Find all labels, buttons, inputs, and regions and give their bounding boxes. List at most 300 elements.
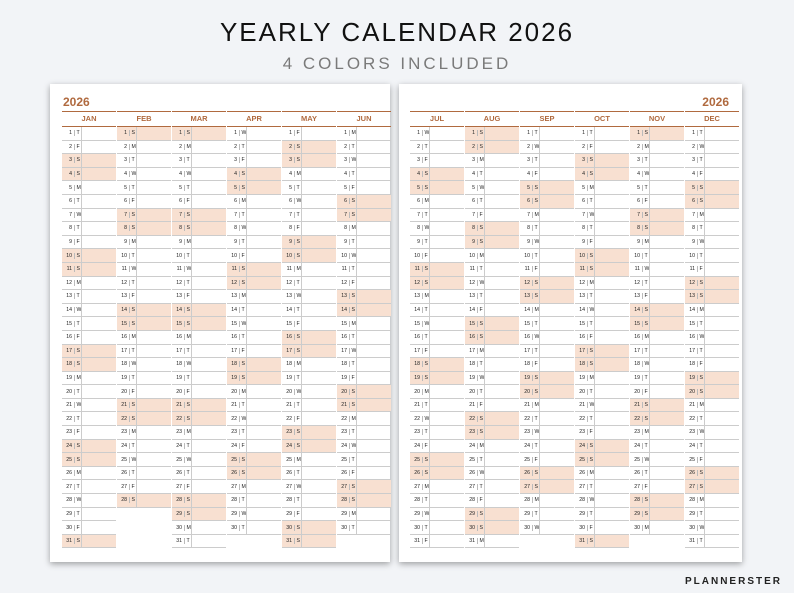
day-cell[interactable]: [117, 494, 171, 508]
note-area[interactable]: [356, 141, 391, 154]
day-cell[interactable]: [520, 480, 574, 494]
day-cell[interactable]: [465, 141, 519, 155]
note-area[interactable]: [484, 304, 519, 317]
day-cell[interactable]: [685, 141, 739, 155]
day-cell[interactable]: [227, 440, 281, 454]
note-area[interactable]: [246, 440, 281, 453]
day-cell[interactable]: [465, 277, 519, 291]
day-cell[interactable]: [520, 222, 574, 236]
note-area[interactable]: [484, 209, 519, 222]
note-area[interactable]: [356, 372, 391, 385]
day-cell[interactable]: [282, 141, 336, 155]
note-area[interactable]: [301, 508, 336, 521]
note-area[interactable]: [429, 331, 464, 344]
day-cell[interactable]: [227, 154, 281, 168]
note-area[interactable]: [704, 236, 739, 249]
day-cell[interactable]: [62, 467, 116, 481]
note-area[interactable]: [301, 440, 336, 453]
day-cell[interactable]: [172, 154, 226, 168]
note-area[interactable]: [704, 168, 739, 181]
day-cell[interactable]: [630, 494, 684, 508]
note-area[interactable]: [81, 508, 116, 521]
note-area[interactable]: [136, 480, 171, 493]
day-cell[interactable]: [337, 263, 391, 277]
day-cell[interactable]: [227, 236, 281, 250]
day-cell[interactable]: [282, 345, 336, 359]
day-cell[interactable]: [62, 399, 116, 413]
note-area[interactable]: [649, 453, 684, 466]
note-area[interactable]: [136, 412, 171, 425]
note-area[interactable]: [484, 154, 519, 167]
day-cell[interactable]: [630, 453, 684, 467]
note-area[interactable]: [356, 236, 391, 249]
note-area[interactable]: [429, 290, 464, 303]
day-cell[interactable]: [337, 412, 391, 426]
day-cell[interactable]: [410, 277, 464, 291]
day-cell[interactable]: [117, 236, 171, 250]
day-cell[interactable]: [117, 480, 171, 494]
day-cell[interactable]: [227, 249, 281, 263]
day-cell[interactable]: [117, 331, 171, 345]
day-cell[interactable]: [62, 290, 116, 304]
note-area[interactable]: [81, 277, 116, 290]
day-cell[interactable]: [465, 440, 519, 454]
note-area[interactable]: [594, 385, 629, 398]
day-cell[interactable]: [410, 222, 464, 236]
note-area[interactable]: [704, 127, 739, 140]
note-area[interactable]: [246, 168, 281, 181]
note-area[interactable]: [356, 290, 391, 303]
day-cell[interactable]: [62, 141, 116, 155]
note-area[interactable]: [246, 209, 281, 222]
day-cell[interactable]: [337, 480, 391, 494]
day-cell[interactable]: [520, 508, 574, 522]
day-cell[interactable]: [410, 290, 464, 304]
note-area[interactable]: [649, 209, 684, 222]
day-cell[interactable]: [575, 508, 629, 522]
note-area[interactable]: [301, 236, 336, 249]
note-area[interactable]: [356, 222, 391, 235]
note-area[interactable]: [539, 372, 574, 385]
day-cell[interactable]: [172, 467, 226, 481]
note-area[interactable]: [484, 426, 519, 439]
note-area[interactable]: [301, 317, 336, 330]
note-area[interactable]: [704, 277, 739, 290]
note-area[interactable]: [136, 440, 171, 453]
day-cell[interactable]: [282, 521, 336, 535]
day-cell[interactable]: [520, 249, 574, 263]
note-area[interactable]: [246, 399, 281, 412]
day-cell[interactable]: [172, 141, 226, 155]
note-area[interactable]: [81, 426, 116, 439]
note-area[interactable]: [356, 209, 391, 222]
note-area[interactable]: [356, 440, 391, 453]
day-cell[interactable]: [410, 372, 464, 386]
note-area[interactable]: [191, 494, 226, 507]
note-area[interactable]: [484, 358, 519, 371]
day-cell[interactable]: [410, 412, 464, 426]
note-area[interactable]: [484, 181, 519, 194]
note-area[interactable]: [704, 304, 739, 317]
day-cell[interactable]: [410, 521, 464, 535]
note-area[interactable]: [539, 290, 574, 303]
day-cell[interactable]: [117, 209, 171, 223]
day-cell[interactable]: [62, 331, 116, 345]
day-cell[interactable]: [337, 440, 391, 454]
note-area[interactable]: [539, 249, 574, 262]
note-area[interactable]: [484, 399, 519, 412]
day-cell[interactable]: [227, 385, 281, 399]
day-cell[interactable]: [630, 358, 684, 372]
day-cell[interactable]: [575, 521, 629, 535]
day-cell[interactable]: [520, 263, 574, 277]
day-cell[interactable]: [685, 181, 739, 195]
note-area[interactable]: [301, 195, 336, 208]
note-area[interactable]: [649, 181, 684, 194]
day-cell[interactable]: [685, 535, 739, 549]
day-cell[interactable]: [575, 399, 629, 413]
day-cell[interactable]: [62, 317, 116, 331]
day-cell[interactable]: [172, 535, 226, 549]
note-area[interactable]: [191, 154, 226, 167]
note-area[interactable]: [246, 494, 281, 507]
note-area[interactable]: [301, 372, 336, 385]
note-area[interactable]: [246, 331, 281, 344]
note-area[interactable]: [704, 453, 739, 466]
day-cell[interactable]: [410, 494, 464, 508]
note-area[interactable]: [191, 263, 226, 276]
note-area[interactable]: [704, 290, 739, 303]
day-cell[interactable]: [282, 494, 336, 508]
note-area[interactable]: [136, 195, 171, 208]
day-cell[interactable]: [337, 426, 391, 440]
day-cell[interactable]: [282, 480, 336, 494]
day-cell[interactable]: [337, 372, 391, 386]
day-cell[interactable]: [282, 372, 336, 386]
day-cell[interactable]: [172, 249, 226, 263]
note-area[interactable]: [81, 480, 116, 493]
note-area[interactable]: [594, 249, 629, 262]
note-area[interactable]: [81, 304, 116, 317]
day-cell[interactable]: [337, 127, 391, 141]
day-cell[interactable]: [410, 249, 464, 263]
day-cell[interactable]: [227, 494, 281, 508]
day-cell[interactable]: [62, 154, 116, 168]
day-cell[interactable]: [227, 453, 281, 467]
note-area[interactable]: [301, 141, 336, 154]
note-area[interactable]: [429, 426, 464, 439]
day-cell[interactable]: [282, 385, 336, 399]
day-cell[interactable]: [685, 304, 739, 318]
note-area[interactable]: [649, 480, 684, 493]
day-cell[interactable]: [337, 385, 391, 399]
day-cell[interactable]: [282, 277, 336, 291]
day-cell[interactable]: [117, 181, 171, 195]
note-area[interactable]: [191, 304, 226, 317]
day-cell[interactable]: [410, 168, 464, 182]
note-area[interactable]: [594, 317, 629, 330]
day-cell[interactable]: [630, 168, 684, 182]
note-area[interactable]: [81, 222, 116, 235]
day-cell[interactable]: [62, 494, 116, 508]
day-cell[interactable]: [410, 480, 464, 494]
note-area[interactable]: [594, 508, 629, 521]
note-area[interactable]: [429, 222, 464, 235]
day-cell[interactable]: [685, 195, 739, 209]
note-area[interactable]: [704, 222, 739, 235]
day-cell[interactable]: [465, 195, 519, 209]
note-area[interactable]: [81, 209, 116, 222]
day-cell[interactable]: [630, 277, 684, 291]
day-cell[interactable]: [117, 168, 171, 182]
note-area[interactable]: [484, 345, 519, 358]
day-cell[interactable]: [410, 331, 464, 345]
note-area[interactable]: [81, 453, 116, 466]
day-cell[interactable]: [520, 426, 574, 440]
day-cell[interactable]: [227, 317, 281, 331]
day-cell[interactable]: [465, 480, 519, 494]
day-cell[interactable]: [520, 168, 574, 182]
day-cell[interactable]: [410, 195, 464, 209]
day-cell[interactable]: [117, 304, 171, 318]
note-area[interactable]: [539, 494, 574, 507]
note-area[interactable]: [136, 141, 171, 154]
note-area[interactable]: [649, 467, 684, 480]
note-area[interactable]: [429, 399, 464, 412]
day-cell[interactable]: [520, 345, 574, 359]
note-area[interactable]: [429, 209, 464, 222]
day-cell[interactable]: [685, 263, 739, 277]
note-area[interactable]: [594, 236, 629, 249]
note-area[interactable]: [356, 399, 391, 412]
note-area[interactable]: [594, 372, 629, 385]
day-cell[interactable]: [630, 249, 684, 263]
note-area[interactable]: [484, 141, 519, 154]
note-area[interactable]: [81, 141, 116, 154]
note-area[interactable]: [356, 508, 391, 521]
day-cell[interactable]: [282, 317, 336, 331]
day-cell[interactable]: [520, 467, 574, 481]
day-cell[interactable]: [62, 412, 116, 426]
day-cell[interactable]: [172, 453, 226, 467]
note-area[interactable]: [301, 494, 336, 507]
note-area[interactable]: [539, 181, 574, 194]
note-area[interactable]: [136, 290, 171, 303]
day-cell[interactable]: [630, 304, 684, 318]
day-cell[interactable]: [172, 317, 226, 331]
day-cell[interactable]: [62, 358, 116, 372]
day-cell[interactable]: [62, 385, 116, 399]
note-area[interactable]: [649, 263, 684, 276]
note-area[interactable]: [484, 331, 519, 344]
day-cell[interactable]: [630, 127, 684, 141]
day-cell[interactable]: [62, 440, 116, 454]
day-cell[interactable]: [282, 304, 336, 318]
note-area[interactable]: [429, 345, 464, 358]
day-cell[interactable]: [575, 535, 629, 549]
note-area[interactable]: [429, 181, 464, 194]
day-cell[interactable]: [227, 358, 281, 372]
note-area[interactable]: [484, 521, 519, 534]
note-area[interactable]: [429, 385, 464, 398]
day-cell[interactable]: [227, 345, 281, 359]
note-area[interactable]: [191, 480, 226, 493]
day-cell[interactable]: [520, 277, 574, 291]
note-area[interactable]: [356, 304, 391, 317]
day-cell[interactable]: [117, 399, 171, 413]
note-area[interactable]: [594, 304, 629, 317]
note-area[interactable]: [429, 535, 464, 548]
day-cell[interactable]: [520, 331, 574, 345]
note-area[interactable]: [539, 154, 574, 167]
day-cell[interactable]: [685, 168, 739, 182]
note-area[interactable]: [539, 358, 574, 371]
note-area[interactable]: [484, 290, 519, 303]
day-cell[interactable]: [172, 412, 226, 426]
note-area[interactable]: [539, 345, 574, 358]
day-cell[interactable]: [465, 412, 519, 426]
note-area[interactable]: [539, 317, 574, 330]
day-cell[interactable]: [62, 168, 116, 182]
note-area[interactable]: [81, 372, 116, 385]
day-cell[interactable]: [117, 317, 171, 331]
day-cell[interactable]: [227, 480, 281, 494]
note-area[interactable]: [81, 535, 116, 548]
note-area[interactable]: [191, 521, 226, 534]
note-area[interactable]: [484, 467, 519, 480]
note-area[interactable]: [594, 277, 629, 290]
note-area[interactable]: [191, 345, 226, 358]
day-cell[interactable]: [337, 181, 391, 195]
day-cell[interactable]: [117, 277, 171, 291]
note-area[interactable]: [594, 331, 629, 344]
day-cell[interactable]: [465, 426, 519, 440]
day-cell[interactable]: [337, 209, 391, 223]
day-cell[interactable]: [172, 236, 226, 250]
day-cell[interactable]: [172, 372, 226, 386]
note-area[interactable]: [191, 249, 226, 262]
note-area[interactable]: [356, 345, 391, 358]
note-area[interactable]: [704, 195, 739, 208]
note-area[interactable]: [484, 372, 519, 385]
day-cell[interactable]: [685, 249, 739, 263]
day-cell[interactable]: [685, 494, 739, 508]
note-area[interactable]: [704, 181, 739, 194]
note-area[interactable]: [429, 127, 464, 140]
day-cell[interactable]: [685, 467, 739, 481]
day-cell[interactable]: [117, 141, 171, 155]
day-cell[interactable]: [337, 467, 391, 481]
day-cell[interactable]: [465, 317, 519, 331]
note-area[interactable]: [136, 168, 171, 181]
note-area[interactable]: [649, 222, 684, 235]
day-cell[interactable]: [630, 141, 684, 155]
day-cell[interactable]: [172, 127, 226, 141]
day-cell[interactable]: [282, 290, 336, 304]
note-area[interactable]: [539, 127, 574, 140]
day-cell[interactable]: [282, 412, 336, 426]
day-cell[interactable]: [117, 263, 171, 277]
day-cell[interactable]: [282, 426, 336, 440]
note-area[interactable]: [191, 440, 226, 453]
note-area[interactable]: [136, 331, 171, 344]
day-cell[interactable]: [685, 209, 739, 223]
note-area[interactable]: [246, 290, 281, 303]
note-area[interactable]: [484, 453, 519, 466]
note-area[interactable]: [301, 480, 336, 493]
day-cell[interactable]: [410, 399, 464, 413]
note-area[interactable]: [301, 209, 336, 222]
note-area[interactable]: [81, 236, 116, 249]
note-area[interactable]: [191, 358, 226, 371]
day-cell[interactable]: [227, 508, 281, 522]
note-area[interactable]: [136, 345, 171, 358]
note-area[interactable]: [704, 209, 739, 222]
note-area[interactable]: [246, 372, 281, 385]
note-area[interactable]: [81, 331, 116, 344]
note-area[interactable]: [301, 154, 336, 167]
note-area[interactable]: [81, 467, 116, 480]
note-area[interactable]: [356, 168, 391, 181]
note-area[interactable]: [484, 168, 519, 181]
day-cell[interactable]: [227, 426, 281, 440]
day-cell[interactable]: [520, 372, 574, 386]
note-area[interactable]: [136, 372, 171, 385]
note-area[interactable]: [246, 358, 281, 371]
day-cell[interactable]: [62, 249, 116, 263]
day-cell[interactable]: [410, 317, 464, 331]
day-cell[interactable]: [465, 467, 519, 481]
note-area[interactable]: [136, 209, 171, 222]
note-area[interactable]: [539, 426, 574, 439]
day-cell[interactable]: [410, 426, 464, 440]
day-cell[interactable]: [685, 372, 739, 386]
day-cell[interactable]: [62, 372, 116, 386]
note-area[interactable]: [301, 453, 336, 466]
day-cell[interactable]: [465, 236, 519, 250]
day-cell[interactable]: [575, 236, 629, 250]
note-area[interactable]: [649, 412, 684, 425]
note-area[interactable]: [539, 263, 574, 276]
day-cell[interactable]: [117, 290, 171, 304]
day-cell[interactable]: [465, 290, 519, 304]
day-cell[interactable]: [337, 358, 391, 372]
note-area[interactable]: [704, 440, 739, 453]
day-cell[interactable]: [575, 181, 629, 195]
day-cell[interactable]: [172, 195, 226, 209]
note-area[interactable]: [246, 195, 281, 208]
day-cell[interactable]: [630, 195, 684, 209]
note-area[interactable]: [539, 453, 574, 466]
note-area[interactable]: [594, 453, 629, 466]
note-area[interactable]: [704, 399, 739, 412]
day-cell[interactable]: [172, 358, 226, 372]
day-cell[interactable]: [117, 358, 171, 372]
day-cell[interactable]: [172, 263, 226, 277]
note-area[interactable]: [136, 181, 171, 194]
day-cell[interactable]: [337, 154, 391, 168]
note-area[interactable]: [246, 127, 281, 140]
note-area[interactable]: [704, 480, 739, 493]
day-cell[interactable]: [575, 480, 629, 494]
note-area[interactable]: [246, 508, 281, 521]
note-area[interactable]: [649, 317, 684, 330]
day-cell[interactable]: [282, 453, 336, 467]
note-area[interactable]: [649, 372, 684, 385]
day-cell[interactable]: [337, 168, 391, 182]
note-area[interactable]: [191, 317, 226, 330]
note-area[interactable]: [594, 467, 629, 480]
